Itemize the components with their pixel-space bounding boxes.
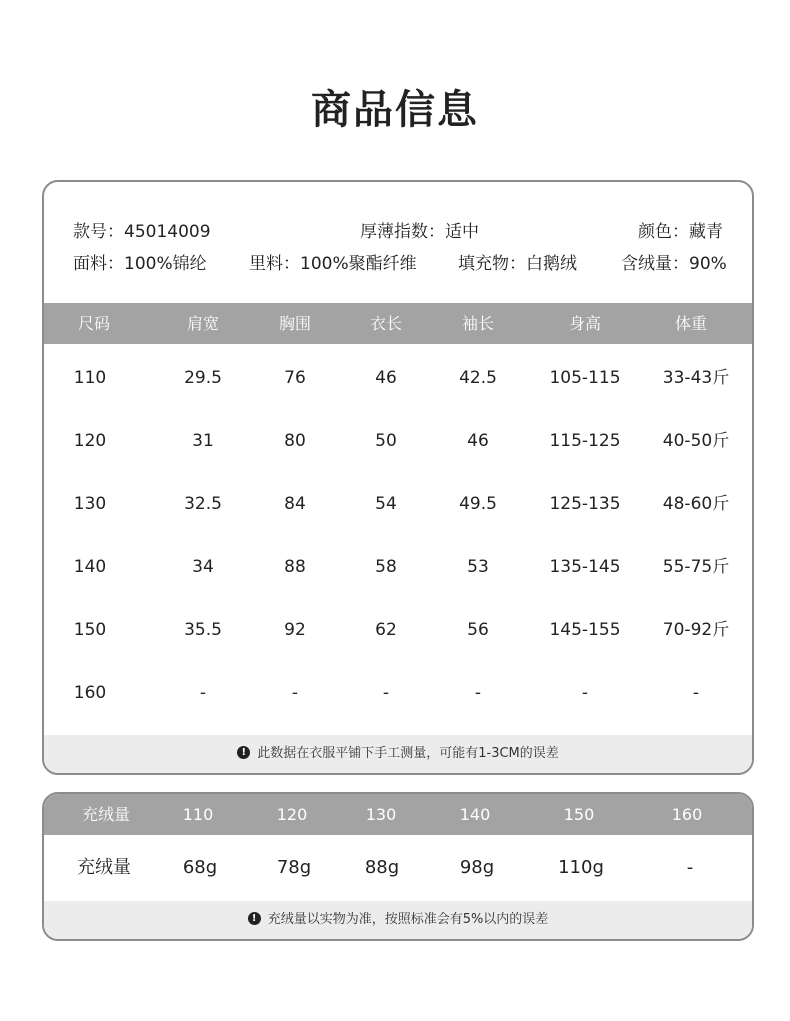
cell-shoulder: 34 (192, 557, 214, 577)
fill-amount-card (42, 792, 754, 941)
cell-length: - (382, 683, 390, 703)
header-fill-150: 150 (563, 805, 595, 824)
table-row (44, 410, 752, 473)
exclamation-circle-icon: ! (248, 912, 261, 925)
header-fill-140: 140 (459, 805, 491, 824)
filling-info: 填充物：白鹅绒 (458, 254, 577, 274)
cell-weight: 33-43斤 (662, 368, 730, 388)
cell-weight: 40-50斤 (662, 431, 730, 451)
fill-value-110: 68g (182, 857, 218, 878)
cell-length: 54 (375, 494, 397, 514)
header-fill-amount: 充绒量 (81, 805, 131, 824)
header-fill-160: 160 (671, 805, 703, 824)
measurement-note-text: 此数据在衣服平铺下手工测量，可能有1-3CM的误差 (257, 746, 559, 761)
table-row (44, 347, 752, 410)
cell-chest: 80 (284, 431, 306, 451)
header-length: 衣长 (369, 314, 403, 333)
cell-height: 105-115 (549, 368, 621, 388)
cell-sleeve: 56 (467, 620, 489, 640)
style-number: 款号：45014009 (73, 222, 211, 242)
fill-table-header (44, 794, 752, 835)
cell-weight: 55-75斤 (662, 557, 730, 577)
table-row (44, 536, 752, 599)
cell-chest: - (291, 683, 299, 703)
cell-shoulder: 35.5 (184, 620, 222, 640)
cell-length: 46 (375, 368, 397, 388)
table-row (44, 473, 752, 536)
cell-height: 135-145 (549, 557, 621, 577)
thickness-index: 厚薄指数：适中 (360, 222, 479, 242)
size-table-header (44, 303, 752, 344)
table-row (44, 662, 752, 725)
down-content-info: 含绒量：90% (621, 254, 727, 274)
cell-size: 130 (73, 494, 107, 514)
fill-note (44, 901, 752, 939)
table-row (44, 599, 752, 662)
exclamation-circle-icon: ! (237, 746, 250, 759)
cell-length: 50 (375, 431, 397, 451)
cell-chest: 84 (284, 494, 306, 514)
lining-info: 里料：100%聚酯纤维 (249, 254, 417, 274)
cell-chest: 88 (284, 557, 306, 577)
cell-size: 120 (73, 431, 107, 451)
product-info (44, 182, 752, 303)
header-sleeve: 袖长 (461, 314, 495, 333)
header-height: 身高 (568, 314, 602, 333)
cell-sleeve: - (474, 683, 482, 703)
fill-note-text: 充绒量以实物为准，按照标准会有5%以内的误差 (267, 912, 549, 927)
fabric-info: 面料：100%锦纶 (73, 254, 207, 274)
cell-size: 160 (73, 683, 107, 703)
cell-chest: 76 (284, 368, 306, 388)
cell-sleeve: 53 (467, 557, 489, 577)
fill-value-160: - (686, 857, 694, 878)
cell-sleeve: 49.5 (459, 494, 497, 514)
cell-sleeve: 46 (467, 431, 489, 451)
cell-height: 145-155 (549, 620, 621, 640)
cell-height: 115-125 (549, 431, 621, 451)
fill-row (44, 835, 752, 901)
fill-row-label: 充绒量 (77, 857, 131, 878)
fill-value-130: 88g (364, 857, 400, 878)
size-info-card (42, 180, 754, 775)
cell-size: 150 (73, 620, 107, 640)
cell-size: 140 (73, 557, 107, 577)
cell-size: 110 (73, 368, 107, 388)
header-chest: 胸围 (278, 314, 312, 333)
measurement-note (44, 735, 752, 773)
cell-shoulder: - (199, 683, 207, 703)
cell-weight: 48-60斤 (662, 494, 730, 514)
header-fill-110: 110 (182, 805, 214, 824)
cell-length: 62 (375, 620, 397, 640)
cell-shoulder: 29.5 (184, 368, 222, 388)
header-fill-120: 120 (276, 805, 308, 824)
header-shoulder: 肩宽 (186, 314, 220, 333)
cell-chest: 92 (284, 620, 306, 640)
cell-sleeve: 42.5 (459, 368, 497, 388)
fill-value-120: 78g (276, 857, 312, 878)
fill-value-150: 110g (558, 857, 604, 878)
cell-height: 125-135 (549, 494, 621, 514)
header-fill-130: 130 (365, 805, 397, 824)
fill-value-140: 98g (459, 857, 495, 878)
cell-shoulder: 32.5 (184, 494, 222, 514)
cell-shoulder: 31 (192, 431, 214, 451)
header-size: 尺码 (77, 314, 111, 333)
color-info: 颜色：藏青 (638, 222, 723, 242)
cell-length: 58 (375, 557, 397, 577)
header-weight: 体重 (674, 314, 708, 333)
page-title: 商品信息 (311, 87, 479, 133)
cell-weight: 70-92斤 (662, 620, 730, 640)
cell-height: - (581, 683, 589, 703)
cell-weight: - (692, 683, 700, 703)
